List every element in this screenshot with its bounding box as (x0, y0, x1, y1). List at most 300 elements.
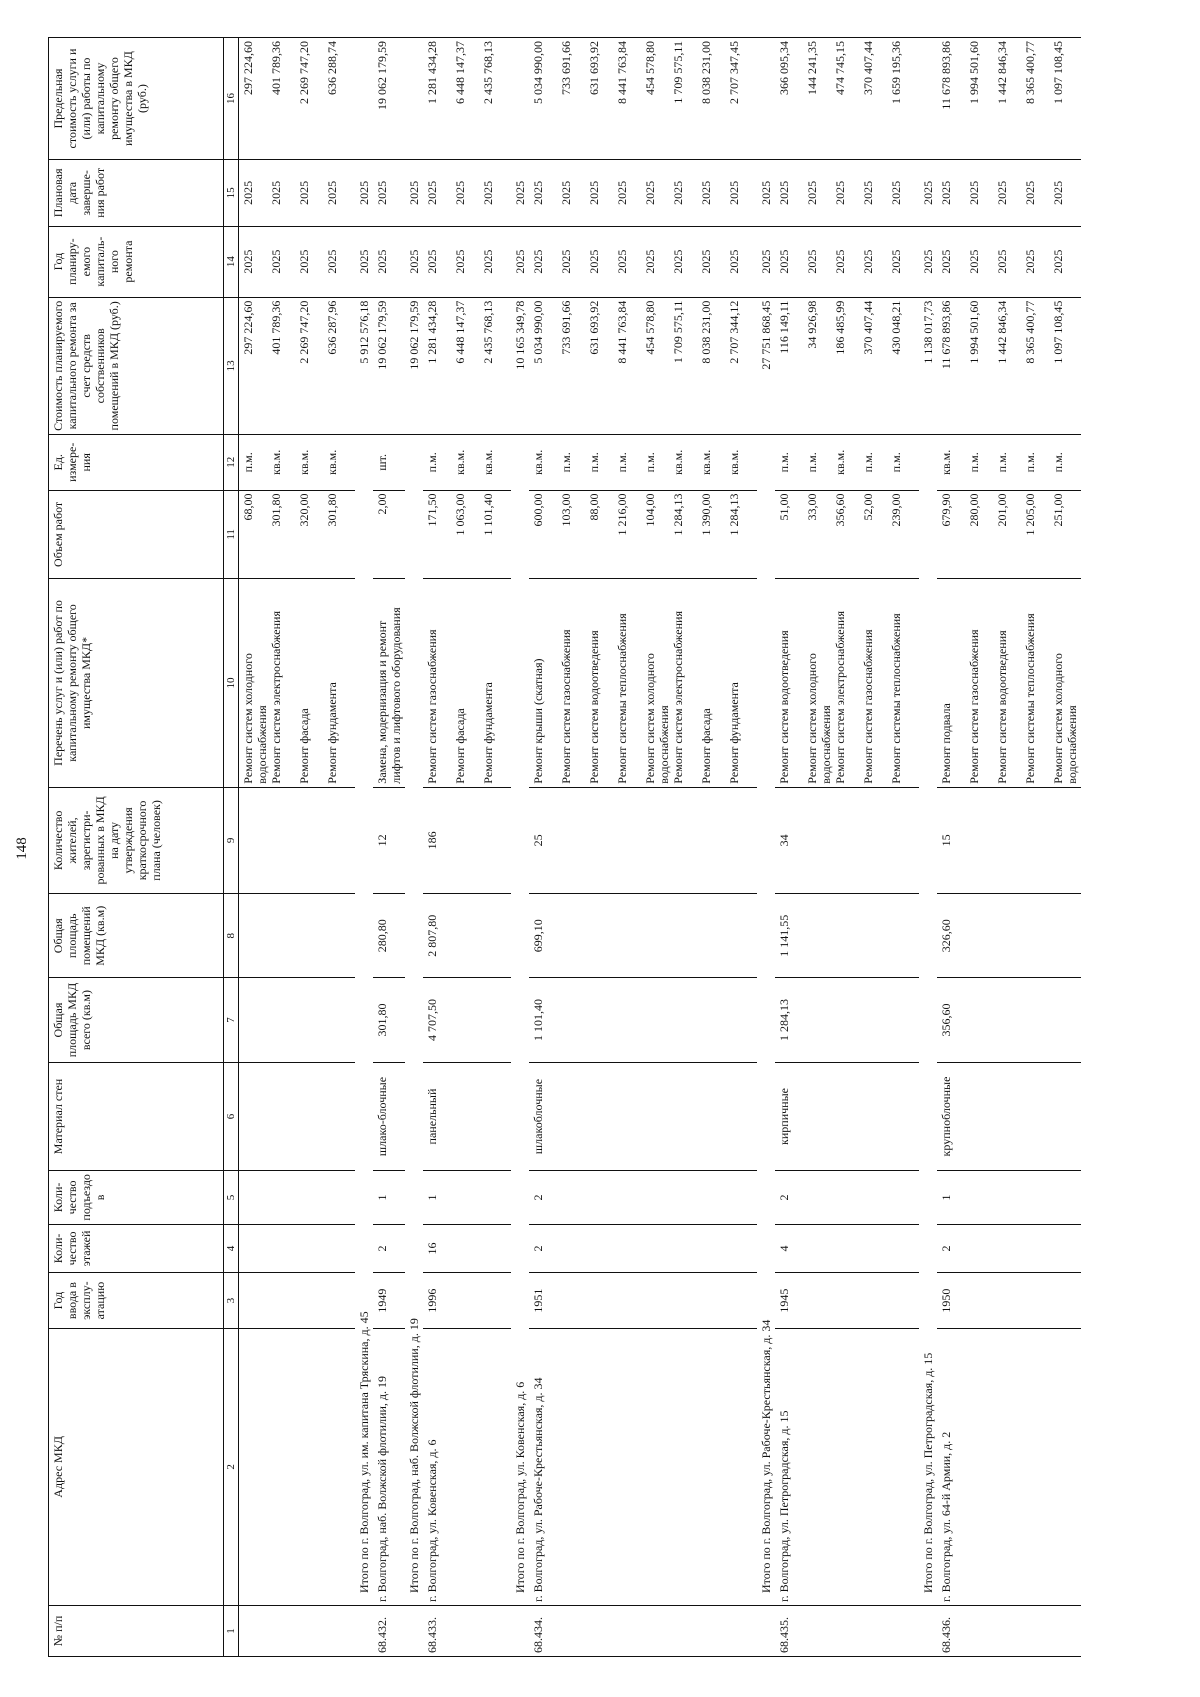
work-unit: кв.м. (833, 449, 847, 475)
total-label: Итого по г. Волгоград, наб. Волжской флотилии, д. 19 (405, 435, 423, 1606)
area-rooms: 2 807,80 (423, 894, 511, 978)
address: г. Волгоград, ул. Рабоче-Крестьянская, д. 34 (529, 1328, 757, 1605)
work-name: Ремонт фасада (297, 708, 311, 784)
work-unit: п.м. (861, 452, 875, 473)
empty-cell (757, 1606, 775, 1657)
work-limit: 1 709 575,11 (671, 41, 685, 104)
work-year-cell (423, 226, 511, 297)
residents: 34 (775, 787, 919, 893)
work-name-cell (775, 579, 919, 787)
row-number: 68.432. (373, 1606, 405, 1657)
work-year: 2025 (615, 249, 629, 274)
area-total: 301,80 (373, 978, 405, 1062)
work-date: 2025 (861, 180, 875, 205)
header-cell: Материал стен (49, 1062, 224, 1171)
work-unit: кв.м. (269, 449, 283, 475)
work-cost: 8 365 400,77 (1023, 300, 1037, 364)
work-cost: 6 448 147,37 (453, 300, 467, 364)
work-cost: 34 926,98 (805, 300, 819, 349)
total-year: 2025 (511, 226, 529, 297)
empty-cell (919, 38, 937, 160)
empty-cell (919, 1606, 937, 1657)
work-limit: 144 241,35 (805, 41, 819, 95)
total-cost: 5 912 576,18 (355, 297, 373, 435)
work-year: 2025 (241, 249, 255, 274)
work-year: 2025 (861, 249, 875, 274)
total-year: 2025 (355, 226, 373, 297)
entrances: 1 (373, 1171, 405, 1224)
work-date: 2025 (481, 180, 495, 205)
work-volume: 1 284,13 (671, 493, 685, 536)
work-limit: 636 288,74 (325, 41, 339, 95)
header-cell: Плановая дата заверше-ния работ (49, 160, 224, 227)
year-built (239, 1273, 356, 1328)
work-date: 2025 (425, 180, 439, 205)
work-cost-cell (529, 297, 757, 435)
work-name: Ремонт фасада (699, 708, 713, 784)
work-year: 2025 (777, 249, 791, 274)
work-cost: 1 709 575,11 (671, 300, 685, 364)
address: г. Волгоград, ул. Ковенская, д. 6 (423, 1328, 511, 1605)
work-volume: 280,00 (967, 493, 981, 527)
work-unit: п.м. (1023, 452, 1037, 473)
entrances: 2 (529, 1171, 757, 1224)
year-built: 1951 (529, 1273, 757, 1328)
work-year: 2025 (995, 249, 1009, 274)
work-cost: 733 691,66 (559, 300, 573, 355)
header-cell: Коли-чество подъездо в (49, 1171, 224, 1224)
work-volume-cell (937, 490, 1081, 579)
header-cell: Предельная стоимость услуги и (или) работы по капитальному ремонту общего имущества в МКД (руб.) (49, 38, 224, 160)
work-volume: 68,00 (241, 493, 255, 521)
work-unit: п.м. (241, 452, 255, 473)
work-volume: 171,50 (425, 493, 439, 527)
residents: 12 (373, 787, 405, 893)
column-number: 4 (224, 1224, 239, 1273)
work-unit-cell (373, 435, 405, 490)
total-year: 2025 (405, 226, 423, 297)
floors: 2 (937, 1224, 1081, 1273)
total-label: Итого по г. Волгоград, ул. Рабоче-Крестьянская, д. 34 (757, 435, 775, 1606)
work-cost-cell (775, 297, 919, 435)
total-cost: 19 062 179,59 (405, 297, 423, 435)
work-cost: 11 678 893,86 (939, 300, 953, 370)
empty-cell (405, 1606, 423, 1657)
work-limit: 11 678 893,86 (939, 41, 953, 110)
work-name-cell (423, 579, 511, 787)
work-year: 2025 (939, 249, 953, 274)
work-name: Ремонт систем водоотведения (777, 630, 791, 784)
work-unit: кв.м. (671, 449, 685, 475)
work-volume: 1 205,00 (1023, 493, 1037, 536)
entrances: 1 (423, 1171, 511, 1224)
work-date: 2025 (1051, 180, 1065, 205)
work-cost-cell (373, 297, 405, 435)
work-limit-cell (239, 38, 356, 160)
work-year: 2025 (453, 249, 467, 274)
work-volume: 679,90 (939, 493, 953, 527)
work-year: 2025 (269, 249, 283, 274)
repair-plan-table (48, 37, 1081, 1657)
work-volume: 1 284,13 (727, 493, 741, 536)
work-volume-cell (423, 490, 511, 579)
header-cell: Количество жителей, зарегистри-рованных в МКД на дату утверждения краткосрочного плана (человек) (49, 787, 224, 893)
work-unit-cell (423, 435, 511, 490)
work-date: 2025 (939, 180, 953, 205)
work-limit-cell (775, 38, 919, 160)
work-limit: 6 448 147,37 (453, 41, 467, 104)
wall-material: шлако-блочные (373, 1062, 405, 1171)
work-unit-cell (529, 435, 757, 490)
work-date: 2025 (805, 180, 819, 205)
area-total (239, 978, 356, 1062)
work-limit: 2 269 747,20 (297, 41, 311, 104)
work-volume: 33,00 (805, 493, 819, 521)
work-name: Ремонт систем газоснабжения (559, 629, 573, 784)
total-date: 2025 (511, 160, 529, 227)
work-cost-cell (423, 297, 511, 435)
work-year: 2025 (1051, 249, 1065, 274)
work-unit: п.м. (615, 452, 629, 473)
floors: 4 (775, 1224, 919, 1273)
empty-cell (355, 1606, 373, 1657)
total-date: 2025 (757, 160, 775, 227)
work-date: 2025 (699, 180, 713, 205)
work-volume: 103,00 (559, 493, 573, 527)
wall-material: кирпичные (775, 1062, 919, 1171)
work-name: Ремонт крыши (скатная) (531, 658, 545, 784)
address: г. Волгоград, ул. Петроградская, д. 15 (775, 1328, 919, 1605)
work-name: Ремонт фундамента (325, 682, 339, 784)
wall-material (239, 1062, 356, 1171)
work-unit: кв.м. (481, 449, 495, 475)
column-number: 10 (224, 579, 239, 787)
table-row (239, 38, 356, 1657)
work-date: 2025 (531, 180, 545, 205)
total-row (919, 38, 937, 1657)
work-unit: кв.м. (325, 449, 339, 475)
work-limit: 8 441 763,84 (615, 41, 629, 104)
work-date: 2025 (777, 180, 791, 205)
work-cost: 186 485,99 (833, 300, 847, 355)
work-cost: 2 435 768,13 (481, 300, 495, 364)
work-volume: 2,00 (375, 493, 389, 515)
total-date: 2025 (405, 160, 423, 227)
work-year: 2025 (889, 249, 903, 274)
work-name: Ремонт системы теплоснабжения (615, 613, 629, 784)
work-cost: 370 407,44 (861, 300, 875, 355)
work-cost: 19 062 179,59 (375, 300, 389, 370)
header-cell: Год планиру-емого капиталь-ного ремонта (49, 226, 224, 297)
work-name: Ремонт систем электроснабжения (269, 611, 283, 784)
area-total: 356,60 (937, 978, 1081, 1062)
work-volume: 301,80 (325, 493, 339, 527)
header-cell: № п/п (49, 1606, 224, 1657)
work-name: Ремонт систем газоснабжения (861, 629, 875, 784)
header-cell: Адрес МКД (49, 1328, 224, 1605)
work-volume: 52,00 (861, 493, 875, 521)
work-volume: 301,80 (269, 493, 283, 527)
work-unit: п.м. (1051, 452, 1065, 473)
header-cell: Перечень услуг и (или) работ по капитальному ремонту общего имущества МКД* (49, 579, 224, 787)
work-limit-cell (529, 38, 757, 160)
header-cell: Общая площадь МКД всего (кв.м) (49, 978, 224, 1062)
work-unit: п.м. (889, 452, 903, 473)
work-unit: кв.м. (939, 449, 953, 475)
area-rooms: 326,60 (937, 894, 1081, 978)
work-limit: 1 659 195,36 (889, 41, 903, 104)
work-name: Ремонт фасада (453, 708, 467, 784)
work-year: 2025 (531, 249, 545, 274)
total-cost: 27 751 868,45 (757, 297, 775, 435)
row-number: 68.435. (775, 1606, 919, 1657)
work-volume: 356,60 (833, 493, 847, 527)
work-limit: 631 693,92 (587, 41, 601, 95)
work-cost: 2 707 344,12 (727, 300, 741, 364)
work-unit: кв.м. (699, 449, 713, 475)
work-volume-cell (529, 490, 757, 579)
work-limit: 370 407,44 (861, 41, 875, 95)
work-name: Ремонт системы теплоснабжения (1023, 613, 1037, 784)
work-cost: 631 693,92 (587, 300, 601, 355)
area-total: 4 707,50 (423, 978, 511, 1062)
work-name: Ремонт систем холодного водоснабжения (805, 653, 833, 784)
wall-material: шлакоблочные (529, 1062, 757, 1171)
work-unit: кв.м. (531, 449, 545, 475)
work-name: Ремонт систем газоснабжения (967, 629, 981, 784)
column-number: 12 (224, 435, 239, 490)
work-year: 2025 (297, 249, 311, 274)
work-limit: 401 789,36 (269, 41, 283, 95)
work-cost: 2 269 747,20 (297, 300, 311, 364)
work-unit: п.м. (587, 452, 601, 473)
page-number: 148 (14, 837, 30, 860)
column-number: 15 (224, 160, 239, 227)
work-volume: 239,00 (889, 493, 903, 527)
work-year: 2025 (699, 249, 713, 274)
total-label: Итого по г. Волгоград, ул. Ковенская, д. 6 (511, 435, 529, 1606)
floors: 2 (529, 1224, 757, 1273)
work-volume: 320,00 (297, 493, 311, 527)
floors (239, 1224, 356, 1273)
work-limit: 297 224,60 (241, 41, 255, 95)
work-limit: 1 281 434,28 (425, 41, 439, 104)
work-date: 2025 (1023, 180, 1037, 205)
work-date-cell (239, 160, 356, 227)
work-year: 2025 (559, 249, 573, 274)
work-unit-cell (937, 435, 1081, 490)
column-number: 8 (224, 894, 239, 978)
work-date: 2025 (375, 180, 389, 205)
work-date: 2025 (727, 180, 741, 205)
work-cost: 5 034 990,00 (531, 300, 545, 364)
work-name: Ремонт систем электроснабжения (671, 611, 685, 784)
work-cost: 430 048,21 (889, 300, 903, 355)
work-date-cell (423, 160, 511, 227)
work-name-cell (239, 579, 356, 787)
work-unit-cell (775, 435, 919, 490)
work-limit: 8 365 400,77 (1023, 41, 1037, 104)
work-name: Ремонт систем холодного водоснабжения (241, 653, 269, 784)
work-volume: 251,00 (1051, 493, 1065, 527)
work-year: 2025 (425, 249, 439, 274)
work-name: Ремонт систем электроснабжения (833, 611, 847, 784)
work-date-cell (529, 160, 757, 227)
entrances: 1 (937, 1171, 1081, 1224)
column-number: 13 (224, 297, 239, 435)
work-unit: п.м. (643, 452, 657, 473)
work-year: 2025 (1023, 249, 1037, 274)
year-built: 1945 (775, 1273, 919, 1328)
total-cost: 1 138 017,73 (919, 297, 937, 435)
work-volume: 1 390,00 (699, 493, 713, 536)
work-cost: 636 287,96 (325, 300, 339, 355)
floors: 16 (423, 1224, 511, 1273)
work-name: Ремонт систем холодного водоснабжения (1051, 653, 1079, 784)
area-total: 1 284,13 (775, 978, 919, 1062)
table-row (373, 38, 405, 1657)
work-date: 2025 (587, 180, 601, 205)
work-year-cell (937, 226, 1081, 297)
column-number: 5 (224, 1171, 239, 1224)
residents (239, 787, 356, 893)
work-year: 2025 (727, 249, 741, 274)
work-year: 2025 (805, 249, 819, 274)
work-limit: 2 707 347,45 (727, 41, 741, 104)
work-cost: 1 442 846,34 (995, 300, 1009, 364)
work-unit: п.м. (777, 452, 791, 473)
work-cost: 116 149,11 (777, 300, 791, 354)
address: г. Волгоград, ул. 64-й Армии, д. 2 (937, 1328, 1081, 1605)
work-volume-cell (239, 490, 356, 579)
work-limit: 366 095,34 (777, 41, 791, 95)
work-year: 2025 (671, 249, 685, 274)
row-number (239, 1606, 356, 1657)
work-year: 2025 (587, 249, 601, 274)
table-row (937, 38, 1081, 1657)
work-unit: шт. (375, 454, 389, 471)
work-limit: 1 994 501,60 (967, 41, 981, 104)
work-limit: 1 442 846,34 (995, 41, 1009, 104)
work-limit: 2 435 768,13 (481, 41, 495, 104)
work-name: Ремонт фундамента (481, 682, 495, 784)
work-name-cell (529, 579, 757, 787)
work-year-cell (239, 226, 356, 297)
year-built: 1996 (423, 1273, 511, 1328)
column-number: 3 (224, 1273, 239, 1328)
work-year: 2025 (325, 249, 339, 274)
total-year: 2025 (757, 226, 775, 297)
work-name: Ремонт фундамента (727, 682, 741, 784)
work-limit: 474 745,15 (833, 41, 847, 95)
work-name-cell (937, 579, 1081, 787)
row-number: 68.433. (423, 1606, 511, 1657)
area-rooms (239, 894, 356, 978)
work-cost: 1 281 434,28 (425, 300, 439, 364)
work-name: Ремонт систем газоснабжения (425, 629, 439, 784)
work-unit: кв.м. (727, 449, 741, 475)
work-date-cell (937, 160, 1081, 227)
work-unit: п.м. (967, 452, 981, 473)
residents: 25 (529, 787, 757, 893)
work-volume: 1 063,00 (453, 493, 467, 536)
work-date: 2025 (671, 180, 685, 205)
work-date-cell (373, 160, 405, 227)
work-unit: п.м. (559, 452, 573, 473)
year-built: 1950 (937, 1273, 1081, 1328)
column-number: 6 (224, 1062, 239, 1171)
header-cell: Коли-чество этажей (49, 1224, 224, 1273)
work-volume: 1 101,40 (481, 493, 495, 536)
total-row (405, 38, 423, 1657)
work-date: 2025 (833, 180, 847, 205)
work-unit: п.м. (995, 452, 1009, 473)
work-cost-cell (937, 297, 1081, 435)
work-volume: 201,00 (995, 493, 1009, 527)
work-limit: 733 691,66 (559, 41, 573, 95)
empty-cell (405, 38, 423, 160)
total-row (355, 38, 373, 1657)
area-total: 1 101,40 (529, 978, 757, 1062)
row-number: 68.436. (937, 1606, 1081, 1657)
column-number: 1 (224, 1606, 239, 1657)
work-cost: 1 097 108,45 (1051, 300, 1065, 364)
area-rooms: 1 141,55 (775, 894, 919, 978)
work-name: Ремонт систем водоотведения (587, 630, 601, 784)
header-cell: Общая площадь помещений МКД (кв.м) (49, 894, 224, 978)
work-year-cell (529, 226, 757, 297)
area-rooms: 699,10 (529, 894, 757, 978)
work-date: 2025 (297, 180, 311, 205)
work-year: 2025 (481, 249, 495, 274)
wall-material: панельный (423, 1062, 511, 1171)
work-cost: 1 994 501,60 (967, 300, 981, 364)
column-number: 16 (224, 38, 239, 160)
address (239, 1328, 356, 1605)
table-row (775, 38, 919, 1657)
work-volume-cell (775, 490, 919, 579)
work-date: 2025 (559, 180, 573, 205)
work-volume: 600,00 (531, 493, 545, 527)
work-year: 2025 (833, 249, 847, 274)
column-number: 2 (224, 1328, 239, 1605)
work-year-cell (373, 226, 405, 297)
work-name: Ремонт систем водоотведения (995, 630, 1009, 784)
residents: 15 (937, 787, 1081, 893)
year-built: 1949 (373, 1273, 405, 1328)
work-date: 2025 (615, 180, 629, 205)
work-limit-cell (423, 38, 511, 160)
area-rooms: 280,80 (373, 894, 405, 978)
work-date: 2025 (643, 180, 657, 205)
table-header (49, 38, 239, 1657)
work-date-cell (775, 160, 919, 227)
work-name: Замена, модернизация и ремонт лифтов и лифтового оборудования (375, 607, 403, 784)
table-body (239, 38, 1082, 1657)
work-date: 2025 (889, 180, 903, 205)
work-unit: п.м. (425, 452, 439, 473)
entrances: 2 (775, 1171, 919, 1224)
work-name-cell (373, 579, 405, 787)
work-cost: 401 789,36 (269, 300, 283, 355)
work-limit: 454 578,80 (643, 41, 657, 95)
work-limit: 1 097 108,45 (1051, 41, 1065, 104)
work-cost-cell (239, 297, 356, 435)
work-date: 2025 (269, 180, 283, 205)
total-date: 2025 (355, 160, 373, 227)
header-cell: Стоимость планируемого капитального ремонта за счет средств собственников помещений в МКД (руб.) (49, 297, 224, 435)
empty-cell (355, 38, 373, 160)
